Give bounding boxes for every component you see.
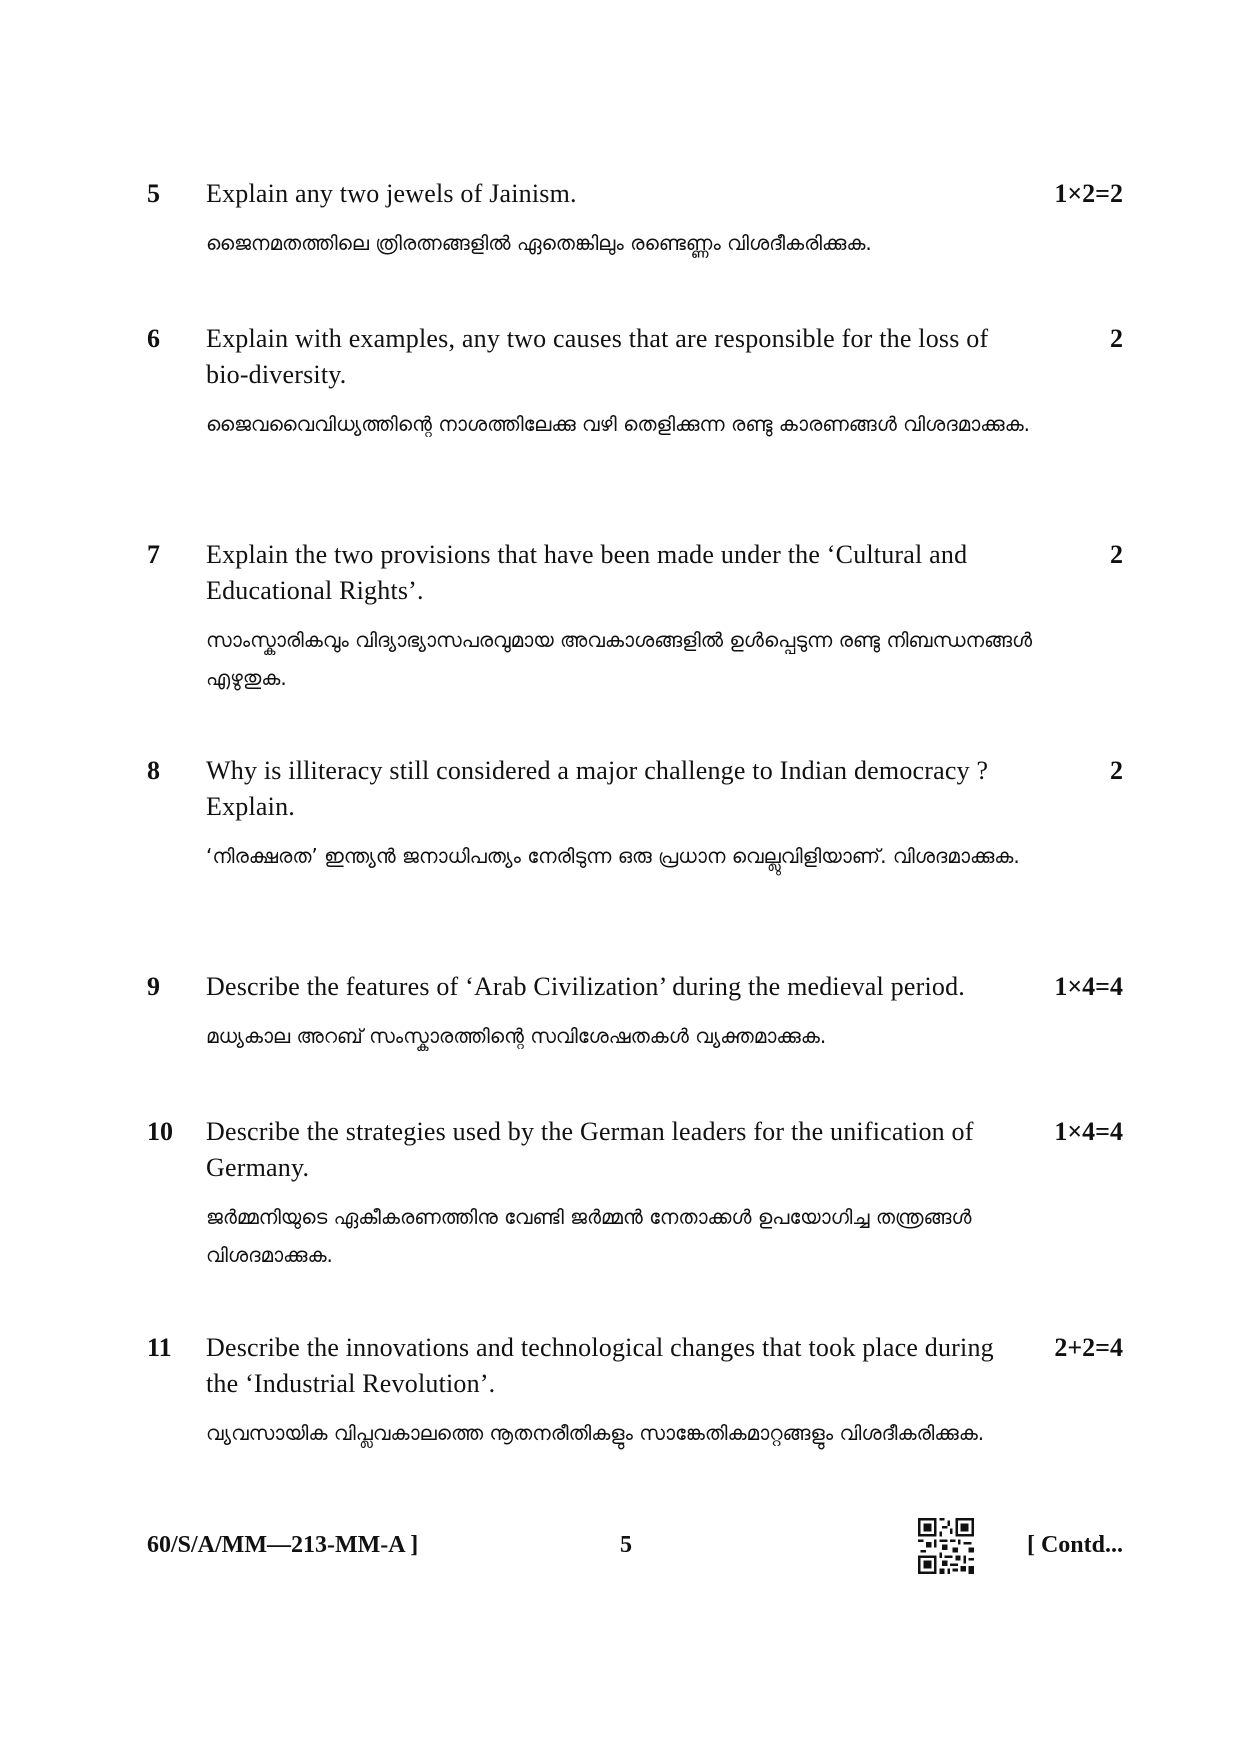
question-number: 9 bbox=[147, 972, 160, 1001]
question-number: 10 bbox=[147, 1117, 173, 1146]
question-marks: 2+2=4 bbox=[1054, 1333, 1123, 1362]
question-marks: 2 bbox=[1110, 324, 1123, 353]
question-text-malayalam: സാംസ്കാരികവും വിദ്യാഭ്യാസപരവുമായ അവകാശങ്ങളിൽ ഉൾപ്പെടുന്ന രണ്ടു നിബന്ധനങ്ങൾ എഴുതുക. bbox=[206, 628, 1033, 690]
question-text-malayalam: മധ്യകാല അറബ് സംസ്കാരത്തിന്റെ സവിശേഷതകൾ വ്യക്തമാക്കുക. bbox=[206, 1024, 827, 1048]
qr-code-icon bbox=[918, 1518, 974, 1574]
question-text-english: Explain the two provisions that have been made under the ‘Cultural and Educational Rights’. bbox=[206, 540, 968, 605]
question-number: 8 bbox=[147, 756, 160, 785]
question-marks: 2 bbox=[1110, 756, 1123, 785]
continued-label: [ Contd... bbox=[1026, 1532, 1123, 1558]
question-text-malayalam: ‘നിരക്ഷരത’ ഇന്ത്യൻ ജനാധിപത്യം നേരിടുന്ന ഒരു പ്രധാന വെല്ലുവിളിയാണ്. വിശദമാക്കുക. bbox=[206, 844, 1020, 868]
page-number: 5 bbox=[620, 1532, 632, 1558]
question-text-english: Describe the innovations and technological changes that took place during the ‘Industrial Revolution’. bbox=[206, 1333, 994, 1398]
question-text-english: Explain any two jewels of Jainism. bbox=[206, 179, 577, 208]
question-marks: 1×4=4 bbox=[1054, 1117, 1123, 1146]
question-text-malayalam: വ്യവസായിക വിപ്ലവകാലത്തെ നൂതനരീതികളും സാങ്കേതികമാറ്റങ്ങളും വിശദീകരിക്കുക. bbox=[206, 1421, 985, 1445]
question-number: 5 bbox=[147, 179, 160, 208]
question-text-english: Describe the features of ‘Arab Civilization’ during the medieval period. bbox=[206, 972, 965, 1001]
question-marks: 2 bbox=[1110, 540, 1123, 569]
question-number: 6 bbox=[147, 324, 160, 353]
paper-code: 60/S/A/MM—213-MM-A ] bbox=[147, 1532, 419, 1558]
question-marks: 1×2=2 bbox=[1054, 179, 1123, 208]
question-number: 7 bbox=[147, 540, 160, 569]
question-text-english: Why is illiteracy still considered a major challenge to Indian democracy ? Explain. bbox=[206, 756, 989, 821]
question-text-english: Explain with examples, any two causes that are responsible for the loss of bio-diversity. bbox=[206, 324, 989, 389]
question-text-malayalam: ജൈവവൈവിധ്യത്തിന്റെ നാശത്തിലേക്കു വഴി തെളിക്കുന്ന രണ്ടു കാരണങ്ങൾ വിശദമാക്കുക. bbox=[206, 412, 1031, 436]
question-text-malayalam: ജൈനമതത്തിലെ ത്രിരത്നങ്ങളിൽ ഏതെങ്കിലും രണ്ടെണ്ണം വിശദീകരിക്കുക. bbox=[206, 231, 872, 255]
question-text-malayalam: ജർമ്മനിയുടെ ഏകീകരണത്തിനു വേണ്ടി ജർമ്മൻ നേതാക്കൾ ഉപയോഗിച്ച തന്ത്രങ്ങൾ വിശദമാക്കുക. bbox=[206, 1205, 972, 1267]
question-marks: 1×4=4 bbox=[1054, 972, 1123, 1001]
question-number: 11 bbox=[147, 1333, 172, 1362]
question-text-english: Describe the strategies used by the German leaders for the unification of Germany. bbox=[206, 1117, 974, 1182]
